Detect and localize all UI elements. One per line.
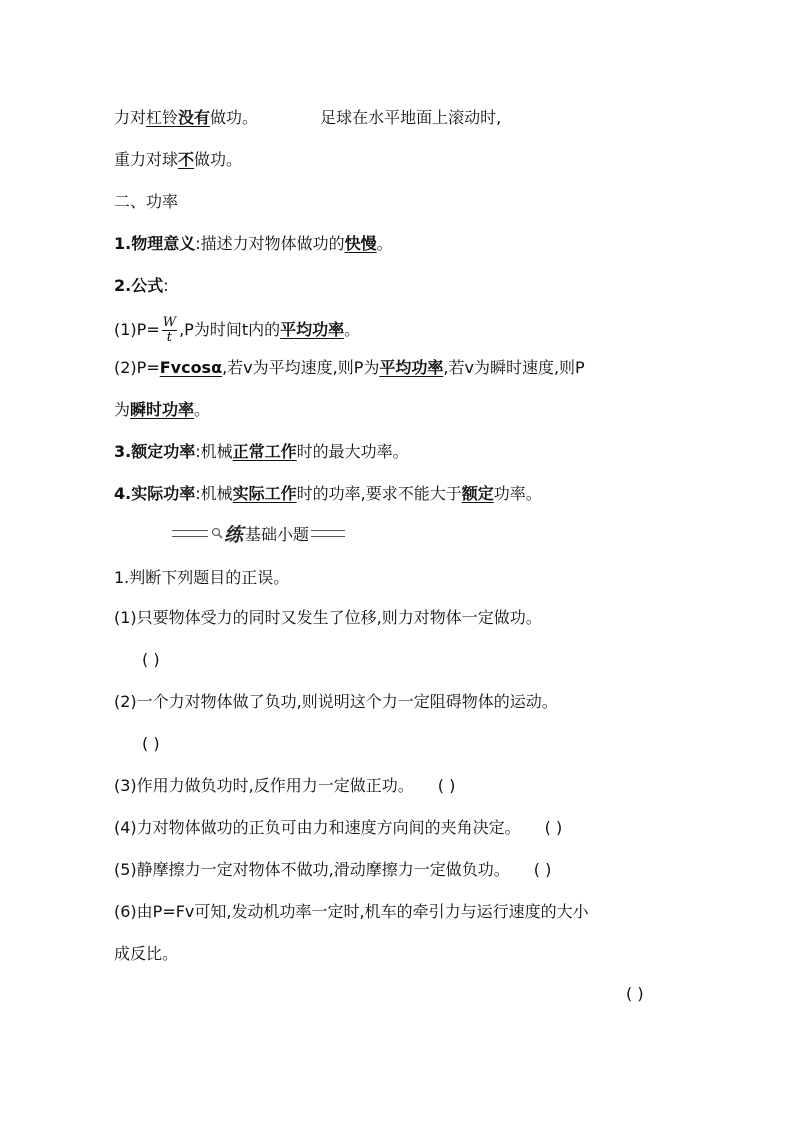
fraction	[162, 316, 177, 345]
question-1	[114, 566, 289, 590]
text: (1)P=	[114, 320, 160, 339]
question-text: 成反比。	[114, 944, 179, 963]
answer-blank: 不	[178, 150, 195, 169]
section-title: 二、功率	[114, 192, 179, 211]
question-text: (5)静摩擦力一定对物体不做功,滑动摩擦力一定做负功。	[114, 860, 510, 879]
text: 为	[114, 400, 131, 419]
text: 功率。	[493, 484, 542, 503]
double-rule-right	[311, 530, 345, 537]
answer-paren[interactable]: ( )	[142, 650, 160, 669]
practice-banner	[172, 520, 345, 546]
answer-blank: 额定	[461, 484, 494, 503]
text: 时的最大功率。	[296, 442, 409, 461]
answer-paren-1[interactable]	[142, 648, 160, 672]
question-text: (4)力对物体做功的正负可由力和速度方向间的夹角决定。	[114, 818, 521, 837]
answer-paren[interactable]: ( )	[142, 734, 160, 753]
question-1-6	[114, 900, 589, 924]
fraction-numerator: W	[162, 315, 177, 330]
section-heading	[114, 190, 178, 214]
question-1-5	[114, 858, 551, 882]
item-physical-meaning	[114, 232, 393, 256]
text: 做功。	[210, 108, 259, 127]
answer-paren[interactable]: ( )	[437, 776, 456, 795]
fraction-denominator: t	[166, 330, 173, 345]
text: (2)P=	[114, 358, 160, 377]
text: ,若v为平均速度,则P为	[222, 358, 380, 377]
answer-blank: 实际工作	[232, 484, 297, 503]
underlined-text: 杠铃	[146, 108, 179, 127]
text-line-2	[114, 148, 242, 172]
answer-paren[interactable]: ( )	[544, 818, 563, 837]
answer-blank: Fvcosα	[159, 358, 223, 377]
text: ,P为时间t内的	[179, 320, 281, 339]
answer-blank: 瞬时功率	[130, 400, 195, 419]
banner-title: 基础小题	[245, 524, 310, 544]
text: 时的功率,要求不能大于	[296, 484, 462, 503]
answer-paren-2[interactable]	[142, 732, 160, 756]
text: 重力对球	[114, 150, 179, 169]
text: 。	[344, 320, 361, 339]
item-formula	[114, 274, 169, 298]
text: 。	[194, 400, 211, 419]
question-text: (3)作用力做负功时,反作用力一定做正功。	[114, 776, 414, 795]
formula-average-power	[114, 316, 360, 346]
formula-fv-cos-cont	[114, 398, 210, 422]
question-1-6-cont	[114, 942, 178, 966]
question-text: (2)一个力对物体做了负功,则说明这个力一定阻碍物体的运动。	[114, 692, 558, 711]
answer-blank: 平均功率	[280, 320, 345, 339]
text: 力对	[114, 108, 147, 127]
item-actual-power	[114, 482, 542, 506]
question-1-4	[114, 816, 562, 840]
item-label: 4.实际功率	[114, 484, 196, 503]
magnifier-icon	[211, 527, 223, 539]
text: 。	[376, 234, 393, 253]
question-text: 1.判断下列题目的正误。	[114, 568, 290, 587]
text: ,若v为瞬时速度,则P	[443, 358, 585, 377]
answer-blank: 快慢	[344, 234, 377, 253]
question-text: (1)只要物体受力的同时又发生了位移,则力对物体一定做功。	[114, 608, 542, 627]
text: :	[163, 276, 169, 295]
answer-paren[interactable]: ( )	[533, 860, 552, 879]
question-text: (6)由P=Fv可知,发动机功率一定时,机车的牵引力与运行速度的大小	[114, 902, 589, 921]
text: :机械	[195, 484, 233, 503]
answer-blank: 没有	[178, 108, 211, 127]
item-rated-power	[114, 440, 409, 464]
question-1-3	[114, 774, 455, 798]
answer-blank: 平均功率	[379, 358, 444, 377]
text: 做功。	[194, 150, 243, 169]
answer-paren-6[interactable]	[626, 982, 644, 1006]
text: :机械	[195, 442, 233, 461]
double-rule-left	[172, 530, 208, 537]
formula-fv-cos	[114, 356, 585, 380]
question-1-1	[114, 606, 542, 630]
answer-paren[interactable]: ( )	[626, 984, 644, 1003]
answer-blank: 正常工作	[232, 442, 297, 461]
item-label: 1.物理意义	[114, 234, 196, 253]
item-label: 3.额定功率	[114, 442, 196, 461]
question-1-2	[114, 690, 558, 714]
text: 足球在水平地面上滚动时,	[320, 108, 502, 127]
text: :描述力对物体做功的	[195, 234, 345, 253]
item-label: 2.公式	[114, 276, 164, 295]
practice-glyph: 练	[224, 523, 244, 546]
text-line-1	[114, 106, 501, 130]
